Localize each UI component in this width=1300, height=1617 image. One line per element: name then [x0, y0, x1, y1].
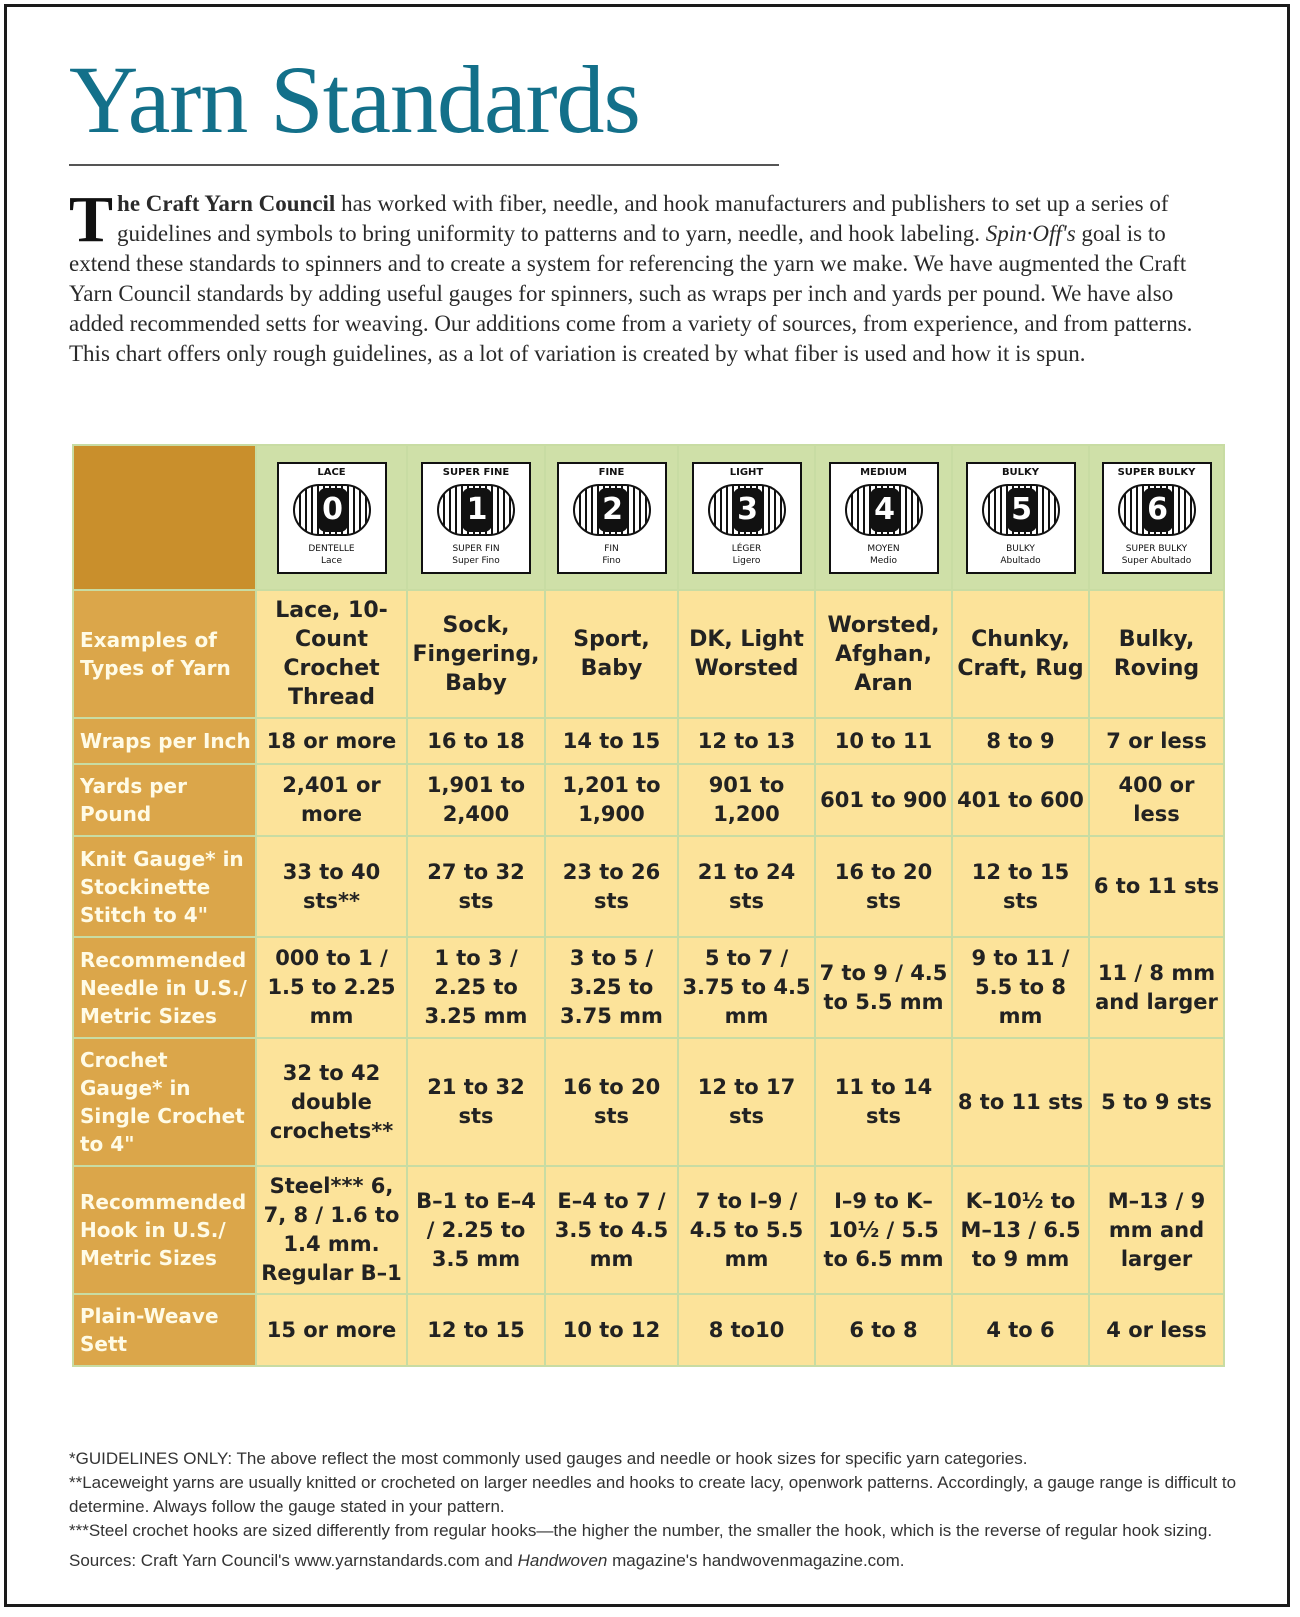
- symbol-number: 4: [870, 488, 900, 532]
- table-cell: 5 to 9 sts: [1089, 1038, 1224, 1166]
- yarn-weight-symbol-6: [1102, 462, 1212, 574]
- table-row: [73, 836, 1224, 937]
- symbol-number: 2: [598, 488, 628, 532]
- yarn-weight-symbol-1: [421, 462, 531, 574]
- table-cell: 10 to 12: [545, 1294, 678, 1366]
- weight-symbol-cell: [952, 445, 1089, 590]
- page-frame: [4, 4, 1290, 1607]
- table-cell: 9 to 11 / 5.5 to 8 mm: [952, 937, 1089, 1038]
- symbol-weight-name: LIGHT: [729, 466, 764, 478]
- symbol-number: 5: [1007, 488, 1037, 532]
- symbol-number: 0: [318, 488, 348, 532]
- table-cell: 2,401 or more: [256, 764, 407, 836]
- title-rule: [69, 164, 779, 166]
- table-cell: 5 to 7 / 3.75 to 4.5 mm: [678, 937, 815, 1038]
- intro-paragraph: [69, 183, 1229, 369]
- row-label: Recommended Hook in U.S./ Metric Sizes: [73, 1166, 256, 1294]
- row-label: Yards per Pound: [73, 764, 256, 836]
- symbol-spanish: Super Abultado: [1121, 555, 1192, 566]
- table-cell: Lace, 10-Count Crochet Thread: [256, 590, 407, 718]
- yarn-standards-table: [72, 444, 1225, 1367]
- symbol-number: 6: [1143, 488, 1173, 532]
- table-cell: 11 to 14 sts: [815, 1038, 952, 1166]
- symbol-weight-name: SUPER BULKY: [1117, 466, 1196, 478]
- table-cell: 16 to 20 sts: [815, 836, 952, 937]
- table-cell: Steel*** 6, 7, 8 / 1.6 to 1.4 mm. Regular B–1: [256, 1166, 407, 1294]
- intro-text-2: goal is to extend these standards to spinners and to create a system for referencing the yarn we make. We have augmented the Craft Yarn Council standards by adding useful gauges for spinners, such as wraps per inch and yards per pound. We have also added recommended setts for weaving. Our additions come from a variety of sources, from experience, and from patterns. This chart offers only rough guidelines, as a lot of variation is created by what fiber is used and how it is spun.: [69, 221, 1193, 366]
- weight-symbol-cell: [407, 445, 545, 590]
- table-cell: 12 to 15: [407, 1294, 545, 1366]
- table-cell: 7 or less: [1089, 718, 1224, 764]
- intro-text-1: has worked with fiber, needle, and hook manufacturers and publishers to set up a series of guidelines and symbols to bring uniformity to patterns and to yarn, needle, and hook labeling.: [117, 191, 1169, 246]
- row-label: Knit Gauge* in Stockinette Stitch to 4": [73, 836, 256, 937]
- table-cell: 4 to 6: [952, 1294, 1089, 1366]
- footnote-1: *GUIDELINES ONLY: The above reflect the most commonly used gauges and needle or hook sizes for specific yarn categories.: [69, 1449, 1028, 1468]
- table-cell: 6 to 8: [815, 1294, 952, 1366]
- table-cell: 1 to 3 / 2.25 to 3.25 mm: [407, 937, 545, 1038]
- symbol-spanish: Abultado: [1000, 555, 1041, 566]
- table-cell: 1,201 to 1,900: [545, 764, 678, 836]
- table-row: [73, 718, 1224, 764]
- table-cell: 10 to 11: [815, 718, 952, 764]
- table-cell: 7 to I–9 / 4.5 to 5.5 mm: [678, 1166, 815, 1294]
- row-label: Crochet Gauge* in Single Crochet to 4": [73, 1038, 256, 1166]
- symbol-spanish: Medio: [869, 555, 898, 566]
- symbol-weight-name: SUPER FINE: [442, 466, 510, 478]
- table-cell: 12 to 13: [678, 718, 815, 764]
- sources-line: [69, 1549, 1249, 1573]
- table-cell: 401 to 600: [952, 764, 1089, 836]
- row-label: Recommended Needle in U.S./ Metric Sizes: [73, 937, 256, 1038]
- table-cell: K–10½ to M–13 / 6.5 to 9 mm: [952, 1166, 1089, 1294]
- yarn-weight-symbol-0: [277, 462, 387, 574]
- symbol-french: FIN: [604, 543, 619, 554]
- table-cell: DK, Light Worsted: [678, 590, 815, 718]
- table-cell: 7 to 9 / 4.5 to 5.5 mm: [815, 937, 952, 1038]
- symbol-french: SUPER BULKY: [1125, 543, 1188, 554]
- table-cell: 23 to 26 sts: [545, 836, 678, 937]
- symbol-french: DENTELLE: [308, 543, 355, 554]
- table-cell: 16 to 20 sts: [545, 1038, 678, 1166]
- symbol-weight-name: FINE: [598, 466, 625, 478]
- table-cell: 15 or more: [256, 1294, 407, 1366]
- table-cell: 8 to10: [678, 1294, 815, 1366]
- yarn-weight-symbol-5: [966, 462, 1076, 574]
- symbol-spanish: Fino: [602, 555, 621, 566]
- intro-magazine: Spin·Off's: [985, 221, 1076, 246]
- yarn-weight-symbol-4: [829, 462, 939, 574]
- table-cell: 400 or less: [1089, 764, 1224, 836]
- row-label: Examples of Types of Yarn: [73, 590, 256, 718]
- table-cell: 000 to 1 / 1.5 to 2.25 mm: [256, 937, 407, 1038]
- row-label: Wraps per Inch: [73, 718, 256, 764]
- sources-suffix: magazine's handwovenmagazine.com.: [607, 1551, 905, 1570]
- table-row: [73, 937, 1224, 1038]
- table-cell: 4 or less: [1089, 1294, 1224, 1366]
- table-cell: 601 to 900: [815, 764, 952, 836]
- table-cell: 18 or more: [256, 718, 407, 764]
- table-cell: 3 to 5 / 3.25 to 3.75 mm: [545, 937, 678, 1038]
- symbol-weight-name: BULKY: [1001, 466, 1040, 478]
- symbol-weight-name: MEDIUM: [860, 466, 907, 478]
- drop-cap: T: [69, 183, 114, 256]
- corner-cell: [73, 445, 256, 590]
- symbol-french: LÉGER: [731, 543, 762, 554]
- weight-symbol-cell: [545, 445, 678, 590]
- table-row: [73, 1166, 1224, 1294]
- yarn-weight-symbol-2: [557, 462, 667, 574]
- footnotes: [69, 1447, 1249, 1573]
- table-cell: 6 to 11 sts: [1089, 836, 1224, 937]
- sources-magazine: Handwoven: [517, 1551, 608, 1570]
- table-row: [73, 1038, 1224, 1166]
- symbol-number: 1: [462, 488, 492, 532]
- symbol-weight-name: LACE: [317, 466, 346, 478]
- symbol-french: SUPER FIN: [452, 543, 500, 554]
- table-cell: 33 to 40 sts**: [256, 836, 407, 937]
- table-cell: 16 to 18: [407, 718, 545, 764]
- footnote-2: **Laceweight yarns are usually knitted or crocheted on larger needles and hooks to create lacy, openwork patterns. Accordingly, a gauge range is difficult to determine. Always follow the gauge stated in your pattern.: [69, 1473, 1237, 1516]
- table-cell: Sport, Baby: [545, 590, 678, 718]
- weight-symbol-cell: [1089, 445, 1224, 590]
- table-cell: 901 to 1,200: [678, 764, 815, 836]
- symbol-french: MOYEN: [867, 543, 900, 554]
- table-cell: B–1 to E–4 / 2.25 to 3.5 mm: [407, 1166, 545, 1294]
- table-cell: 8 to 11 sts: [952, 1038, 1089, 1166]
- weight-symbol-cell: [678, 445, 815, 590]
- symbol-number: 3: [733, 488, 763, 532]
- symbol-spanish: Ligero: [732, 555, 761, 566]
- row-label: Plain-Weave Sett: [73, 1294, 256, 1366]
- table-cell: 32 to 42 double crochets**: [256, 1038, 407, 1166]
- intro-brand: he Craft Yarn Council: [117, 191, 336, 216]
- footnote-3: ***Steel crochet hooks are sized differently from regular hooks—the higher the number, the smaller the hook, which is the reverse of regular hook sizing.: [69, 1521, 1213, 1540]
- weight-symbol-cell: [256, 445, 407, 590]
- table-row: [73, 764, 1224, 836]
- table-cell: 11 / 8 mm and larger: [1089, 937, 1224, 1038]
- page-title: Yarn Standards: [69, 46, 640, 153]
- yarn-weight-symbol-3: [692, 462, 802, 574]
- sources-prefix: Sources: Craft Yarn Council's www.yarnstandards.com and: [69, 1551, 518, 1570]
- table-cell: 27 to 32 sts: [407, 836, 545, 937]
- weight-symbol-cell: [815, 445, 952, 590]
- table-cell: 1,901 to 2,400: [407, 764, 545, 836]
- table-cell: Sock, Fingering, Baby: [407, 590, 545, 718]
- symbol-spanish: Super Fino: [452, 555, 500, 566]
- table-cell: Bulky, Roving: [1089, 590, 1224, 718]
- table-cell: 21 to 24 sts: [678, 836, 815, 937]
- table-cell: 14 to 15: [545, 718, 678, 764]
- table-cell: 12 to 15 sts: [952, 836, 1089, 937]
- symbol-french: BULKY: [1006, 543, 1035, 554]
- table-cell: E–4 to 7 / 3.5 to 4.5 mm: [545, 1166, 678, 1294]
- table-row: [73, 1294, 1224, 1366]
- table-cell: 12 to 17 sts: [678, 1038, 815, 1166]
- table-cell: 8 to 9: [952, 718, 1089, 764]
- table-cell: I–9 to K–10½ / 5.5 to 6.5 mm: [815, 1166, 952, 1294]
- table-cell: 21 to 32 sts: [407, 1038, 545, 1166]
- symbol-row: [73, 445, 1224, 590]
- table-cell: Worsted, Afghan, Aran: [815, 590, 952, 718]
- table-cell: M–13 / 9 mm and larger: [1089, 1166, 1224, 1294]
- table-row: [73, 590, 1224, 718]
- table-cell: Chunky, Craft, Rug: [952, 590, 1089, 718]
- symbol-spanish: Lace: [320, 555, 342, 566]
